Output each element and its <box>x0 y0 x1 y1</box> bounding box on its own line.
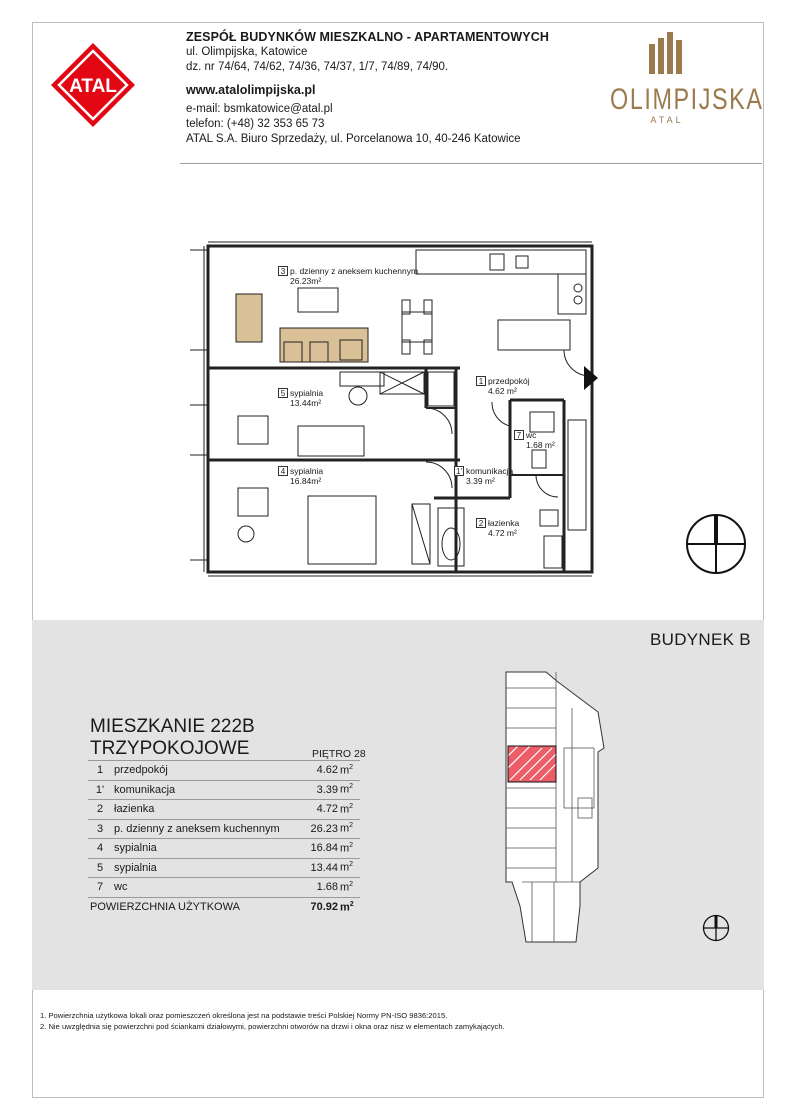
address: ul. Olimpijska, Katowice <box>186 46 308 58</box>
room-name: przedpokój <box>112 761 288 781</box>
room-unit: $m^2$ <box>338 858 360 878</box>
room-number: 4 <box>88 839 112 859</box>
sales-office: ATAL S.A. Biuro Sprzedaży, ul. Porcelanowa 10, 40-246 Katowice <box>186 133 521 145</box>
email-link[interactable]: e-mail: bsmkatowice@atal.pl <box>186 103 333 115</box>
header-info <box>186 30 549 147</box>
room-row <box>88 819 360 839</box>
brand-sub: ATAL <box>650 115 684 125</box>
website-link[interactable]: www.atalolimpijska.pl <box>186 83 316 97</box>
footnote-1: 1. Powierzchnia użytkowa lokali oraz pomieszczeń określona jest na podstawie treści Polskiej Normy PN-ISO 9836:2015. <box>40 1011 448 1020</box>
room-number: 1 <box>88 761 112 781</box>
apartment-type: TRZYPOKOJOWE <box>90 738 250 759</box>
room-name: komunikacja <box>112 780 288 800</box>
total-row <box>88 897 360 917</box>
north-compass-icon <box>684 512 748 581</box>
room-row <box>88 878 360 898</box>
room-number: 3 <box>88 819 112 839</box>
floor-plan <box>180 230 606 590</box>
room-unit: $m^2$ <box>338 878 360 898</box>
room-row <box>88 800 360 820</box>
building-name: BUDYNEK B <box>650 630 751 649</box>
phone: telefon: (+48) 32 353 65 73 <box>186 118 325 130</box>
room-label-4: 4 sypialnia 16.84m² <box>278 466 323 486</box>
header-divider <box>180 163 762 164</box>
room-number: 7 <box>88 878 112 898</box>
room-number: 2 <box>88 800 112 820</box>
room-area: 3.39 <box>288 780 338 800</box>
room-area: 1.68 <box>288 878 338 898</box>
room-unit: $m^2$ <box>338 780 360 800</box>
room-label-1p: 1' komunikacja 3.39 m² <box>456 466 514 486</box>
room-row <box>88 761 360 781</box>
room-number: 1' <box>88 780 112 800</box>
room-name: p. dzienny z aneksem kuchennym <box>112 819 288 839</box>
room-name: łazienka <box>112 800 288 820</box>
room-row <box>88 780 360 800</box>
room-unit: $m^2$ <box>338 800 360 820</box>
room-area: 13.44 <box>288 858 338 878</box>
room-row <box>88 839 360 859</box>
total-unit: $m^2$ <box>338 897 360 917</box>
room-label-3: 3 p. dzienny z aneksem kuchennym 26.23m² <box>278 266 418 286</box>
room-label-2: 2 łazienka 4.72 m² <box>476 518 519 538</box>
footnote-2: 2. Nie uwzględnia się powierzchni pod ściankami działowymi, powierzchni otworów na drzwi i okna oraz nisz w elementach zamykających. <box>40 1022 505 1031</box>
project-title: ZESPÓŁ BUDYNKÓW MIESZKALNO - APARTAMENTOWYCH <box>186 30 549 44</box>
room-number: 5 <box>88 858 112 878</box>
room-label-7: 7 wc 1.68 m² <box>514 430 555 450</box>
plots: dz. nr 74/64, 74/62, 74/36, 74/37, 1/7, 74/89, 74/90. <box>186 61 449 73</box>
room-area-table <box>88 760 360 917</box>
olimpijska-logo <box>594 32 764 125</box>
brand-name: OLIMPIJSKA <box>610 83 764 116</box>
logo-text: ATAL <box>69 76 117 97</box>
apartment-number: MIESZKANIE 222B <box>90 716 255 737</box>
atal-logo <box>50 42 136 128</box>
towers-icon <box>637 32 697 74</box>
total-label: POWIERZCHNIA UŻYTKOWA <box>88 897 288 917</box>
apartment-title <box>90 716 255 760</box>
footnotes <box>40 1010 505 1032</box>
room-area: 16.84 <box>288 839 338 859</box>
room-area: 26.23 <box>288 819 338 839</box>
room-unit: $m^2$ <box>338 761 360 781</box>
floor-number: PIĘTRO 28 <box>312 748 366 760</box>
room-row <box>88 858 360 878</box>
room-label-5: 5 sypialnia 13.44m² <box>278 388 323 408</box>
room-name: sypialnia <box>112 858 288 878</box>
room-unit: $m^2$ <box>338 839 360 859</box>
room-area: 4.62 <box>288 761 338 781</box>
room-name: wc <box>112 878 288 898</box>
total-area: 70.92 <box>288 897 338 917</box>
room-area: 4.72 <box>288 800 338 820</box>
room-label-1: 1 przedpokój 4.62 m² <box>476 376 530 396</box>
room-unit: $m^2$ <box>338 819 360 839</box>
room-name: sypialnia <box>112 839 288 859</box>
north-compass-small-icon <box>702 914 730 947</box>
building-key-plan <box>502 668 614 953</box>
